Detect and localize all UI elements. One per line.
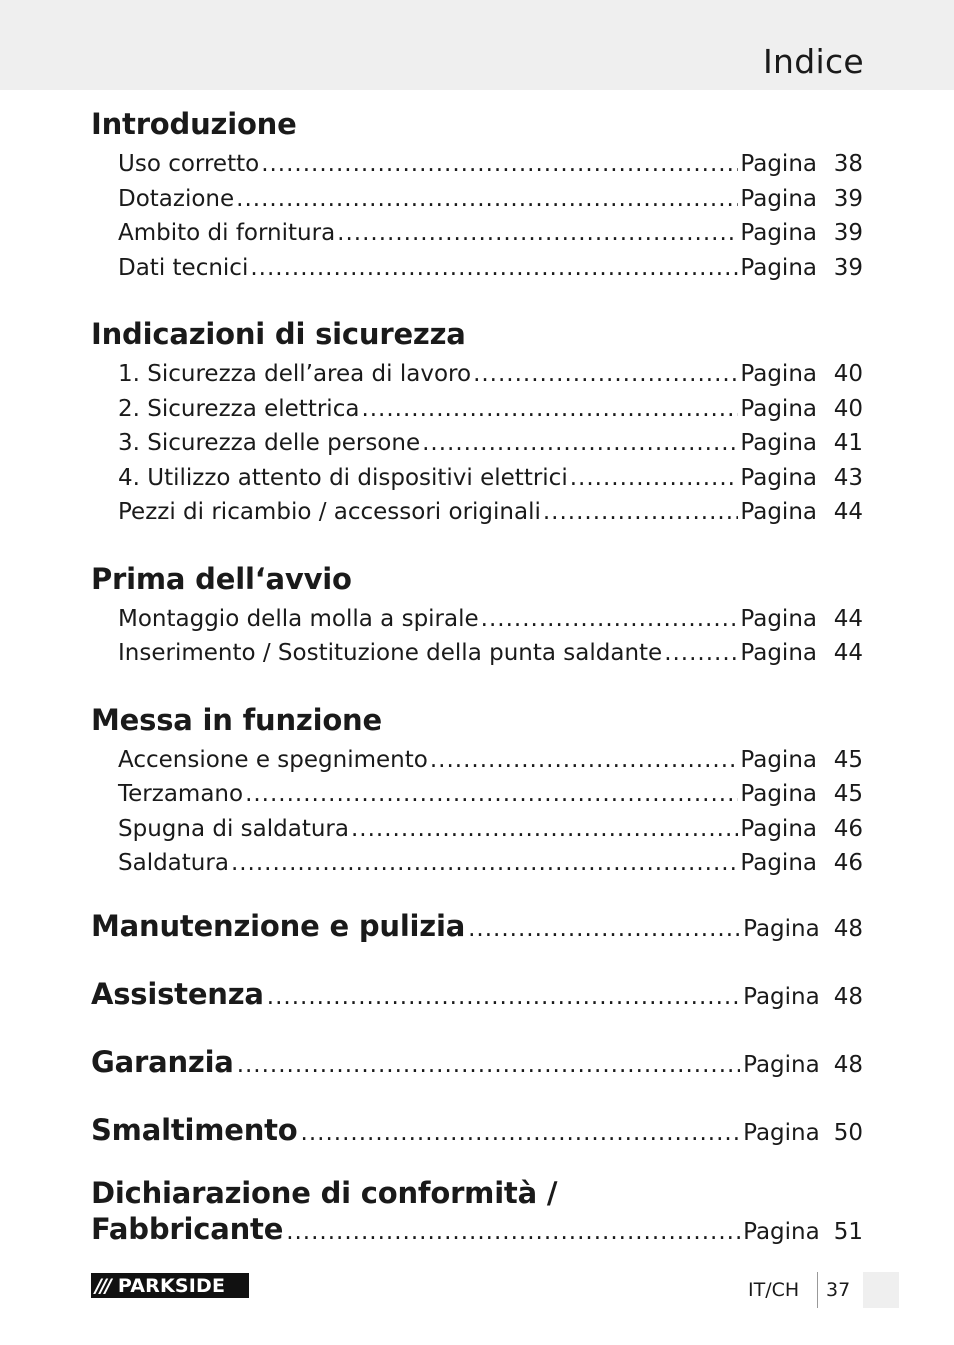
entry-page-number: 43 — [833, 464, 863, 491]
entry-page-number: 46 — [833, 850, 863, 876]
dot-leader — [351, 812, 738, 847]
entry-page-number: 46 — [833, 815, 863, 842]
entry-page-number: 44 — [833, 640, 863, 666]
entry-page-number: 38 — [833, 151, 863, 177]
section-title-line2: Fabbricante — [91, 1211, 284, 1246]
toc-entry[interactable] — [118, 216, 863, 251]
logo-slashes: /// — [95, 1274, 110, 1297]
entry-label: Inserimento / Sostituzione della punta saldante — [118, 640, 663, 666]
dot-leader — [430, 743, 739, 778]
dot-leader — [301, 1120, 741, 1146]
dot-leader — [361, 392, 738, 427]
entry-label: 4. Utilizzo attento di dispositivi elettrici — [118, 464, 568, 491]
toc-section-messa-in-funzione — [91, 697, 863, 881]
toc-entry[interactable] — [118, 357, 863, 392]
entry-page-label: Pagina — [740, 430, 817, 456]
dot-leader — [664, 636, 738, 671]
section-title: Indicazioni di sicurezza — [91, 317, 466, 351]
entry-page-label: Pagina — [740, 850, 817, 876]
toc-entry[interactable] — [118, 495, 863, 530]
dot-leader — [267, 984, 740, 1010]
toc-section-prima-avvio — [91, 556, 863, 671]
dot-leader — [481, 602, 739, 637]
entry-page-number: 45 — [833, 746, 863, 773]
page-title: Indice — [762, 42, 864, 81]
section-title: Manutenzione e pulizia — [91, 908, 466, 943]
entry-label: Pezzi di ricambio / accessori originali — [118, 499, 541, 525]
entry-page-label: Pagina — [740, 361, 817, 387]
entry-page-label: Pagina — [740, 781, 817, 807]
toc-entry[interactable] — [118, 846, 863, 881]
entry-page-label: Pagina — [740, 746, 817, 773]
entry-page-label: Pagina — [743, 1218, 820, 1245]
toc-entry[interactable] — [118, 812, 863, 847]
entry-page-label: Pagina — [743, 915, 820, 942]
entry-page-label: Pagina — [740, 151, 817, 177]
language-code: IT/CH — [748, 1279, 800, 1301]
entry-page-label: Pagina — [740, 815, 817, 842]
toc-entry[interactable] — [118, 147, 863, 182]
dot-leader — [245, 777, 738, 812]
entry-page-label: Pagina — [740, 605, 817, 632]
entry-page-number: 39 — [833, 254, 863, 281]
dot-leader — [236, 182, 738, 217]
section-title: Garanzia — [91, 1044, 234, 1079]
parkside-logo — [91, 1273, 249, 1298]
toc-entry[interactable] — [118, 251, 863, 286]
dot-leader — [570, 461, 739, 496]
entry-page-number: 50 — [833, 1119, 863, 1146]
entry-page-label: Pagina — [740, 464, 817, 491]
toc-section-garanzia[interactable] — [91, 1039, 863, 1085]
footer-tab-marker — [863, 1272, 899, 1308]
entry-label: 1. Sicurezza dell’area di lavoro — [118, 361, 472, 387]
entry-page-label: Pagina — [740, 185, 817, 212]
entry-page-number: 39 — [833, 185, 863, 212]
entry-page-label: Pagina — [740, 220, 817, 246]
toc-section-manutenzione[interactable] — [91, 903, 863, 949]
toc-entry[interactable] — [118, 392, 863, 427]
entry-page-label: Pagina — [743, 983, 820, 1010]
toc-section-assistenza[interactable] — [91, 971, 863, 1017]
entry-page-label: Pagina — [740, 499, 817, 525]
entry-page-number: 40 — [833, 361, 863, 387]
dot-leader — [468, 916, 740, 942]
entry-page-number: 48 — [833, 915, 863, 942]
toc-section-dichiarazione[interactable] — [91, 1175, 863, 1247]
dot-leader — [250, 251, 738, 286]
entry-label: Terzamano — [118, 781, 244, 807]
entry-page-number: 48 — [833, 1051, 863, 1078]
entry-page-number: 40 — [833, 395, 863, 422]
entry-page-number: 41 — [833, 430, 863, 456]
entry-page-label: Pagina — [743, 1051, 820, 1078]
entry-label: Dati tecnici — [118, 254, 249, 281]
entry-page-number: 44 — [833, 605, 863, 632]
dot-leader — [231, 846, 738, 881]
entry-label: Ambito di fornitura — [118, 220, 336, 246]
toc-entry[interactable] — [118, 461, 863, 496]
toc-section-smaltimento[interactable] — [91, 1107, 863, 1153]
entry-label: Dotazione — [118, 185, 235, 212]
section-title: Messa in funzione — [91, 702, 382, 737]
entry-label: 3. Sicurezza delle persone — [118, 430, 421, 456]
entry-label: Accensione e spegnimento — [118, 746, 428, 773]
dot-leader — [473, 357, 738, 392]
entry-page-label: Pagina — [740, 640, 817, 666]
toc-section-introduzione — [91, 101, 863, 285]
entry-label: Uso corretto — [118, 151, 260, 177]
table-of-contents — [91, 101, 863, 1247]
dot-leader — [543, 495, 739, 530]
entry-page-label: Pagina — [740, 254, 817, 281]
toc-entry[interactable] — [118, 743, 863, 778]
dot-leader — [237, 1052, 740, 1078]
toc-entry[interactable] — [118, 602, 863, 637]
dot-leader — [261, 147, 738, 182]
toc-section-sicurezza — [91, 311, 863, 530]
section-title: Introduzione — [91, 107, 297, 141]
dot-leader — [337, 216, 738, 251]
toc-entry[interactable] — [118, 777, 863, 812]
section-title-line1: Dichiarazione di conformità / — [91, 1175, 558, 1210]
dot-leader — [422, 426, 738, 461]
entry-page-number: 39 — [833, 220, 863, 246]
entry-label: Saldatura — [118, 850, 229, 876]
entry-page-label: Pagina — [740, 395, 817, 422]
dot-leader — [286, 1219, 740, 1245]
section-title: Prima dell‘avvio — [91, 561, 352, 596]
entry-label: Montaggio della molla a spirale — [118, 605, 479, 632]
footer-divider — [817, 1272, 818, 1308]
entry-label: 2. Sicurezza elettrica — [118, 395, 360, 422]
entry-page-number: 51 — [833, 1218, 863, 1245]
toc-entry[interactable] — [118, 636, 863, 671]
toc-entry[interactable] — [118, 182, 863, 217]
entry-page-number: 48 — [833, 983, 863, 1010]
logo-brand-text: PARKSIDE — [117, 1274, 226, 1297]
section-title: Smaltimento — [91, 1112, 298, 1147]
entry-page-label: Pagina — [743, 1119, 820, 1146]
toc-entry[interactable] — [118, 426, 863, 461]
entry-page-number: 44 — [833, 499, 863, 525]
entry-page-number: 45 — [833, 781, 863, 807]
section-title: Assistenza — [91, 976, 264, 1011]
entry-label: Spugna di saldatura — [118, 815, 349, 842]
page-number: 37 — [826, 1279, 851, 1301]
